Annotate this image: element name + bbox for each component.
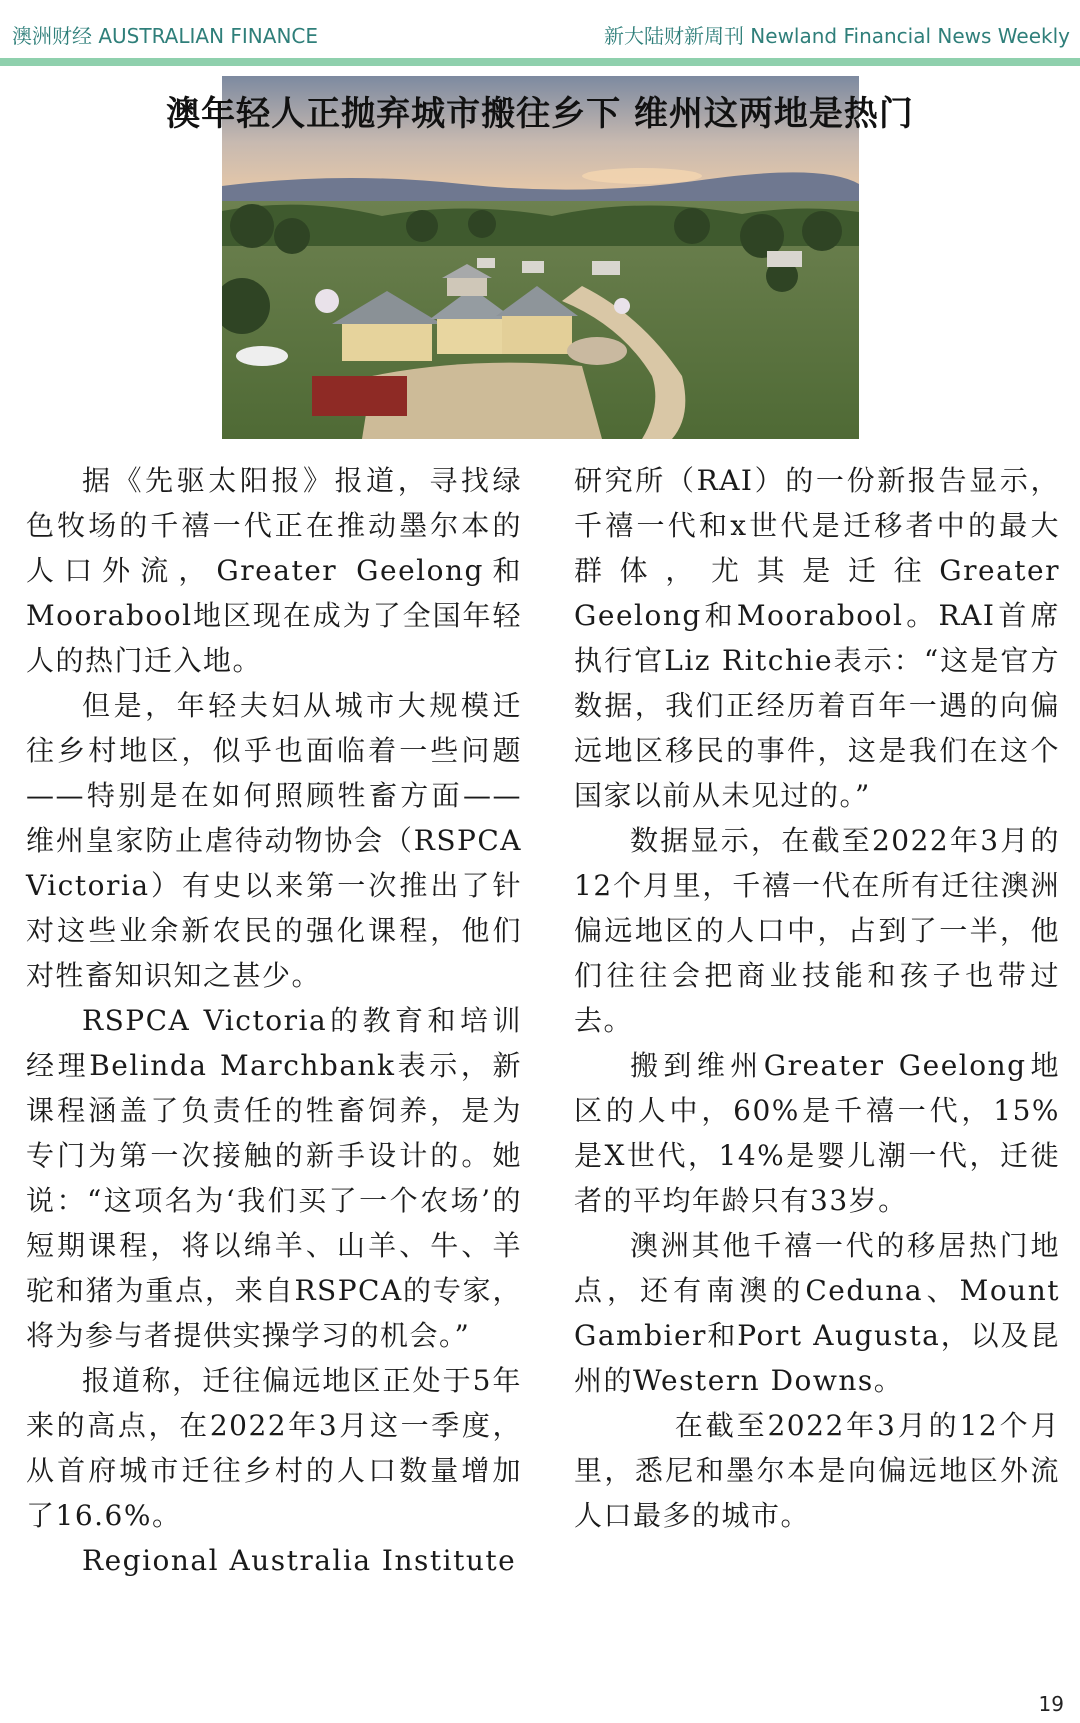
article-title: 澳年轻人正抛弃城市搬往乡下 维州这两地是热门 <box>166 94 914 134</box>
header-divider <box>0 58 1080 66</box>
header-section-label: 澳洲财经 AUSTRALIAN FINANCE <box>12 24 319 48</box>
paragraph: 搬到维州Greater Geelong地区的人中，60%是千禧一代，15%是X世代，14%是婴儿潮一代，迁徙者的平均年龄只有33岁。 <box>574 1049 1060 1217</box>
page-number: 19 <box>1038 1692 1064 1716</box>
paragraph: 澳洲其他千禧一代的移居热门地点，还有南澳的Ceduna、Mount Gambier和Port Augusta，以及昆州的Western Downs。 <box>574 1229 1060 1397</box>
paragraph: Regional Australia Institute <box>82 1544 517 1577</box>
paragraph: 报道称，迁往偏远地区正处于5年来的高点，在2022年3月这一季度，从首府城市迁往乡村的人口数量增加了16.6%。 <box>26 1364 522 1532</box>
paragraph: 数据显示，在截至2022年3月的12个月里，千禧一代在所有迁往澳洲偏远地区的人口中，占到了一半，他们往往会把商业技能和孩子也带过去。 <box>574 824 1060 1037</box>
article-column-right <box>574 458 1060 1538</box>
paragraph: RSPCA Victoria的教育和培训经理Belinda Marchbank表示，新课程涵盖了负责任的牲畜饲养，是为专门为第一次接触的新手设计的。她说：“这项名为‘我们买了一个农场’的短期课程，将以绵羊、山羊、牛、羊驼和猪为重点，来自RSPCA的专家，将为参与者提供实操学习的机会。” <box>26 1004 522 1352</box>
paragraph: 但是，年轻夫妇从城市大规模迁往乡村地区，似乎也面临着一些问题——特别是在如何照顾牲畜方面——维州皇家防止虐待动物协会（RSPCA Victoria）有史以来第一次推出了针对这些业余新农民的强化课程，他们对牲畜知识知之甚少。 <box>26 689 522 992</box>
paragraph: 研究所（RAI）的一份新报告显示，千禧一代和x世代是迁移者中的最大群体，尤其是迁往Greater Geelong和Moorabool。RAI首席执行官Liz Ritchie表示：“这是官方数据，我们正经历着百年一遇的向偏远地区移民的事件，这是我们在这个国家以前从未见过的。” <box>574 464 1060 812</box>
header-publication-name: 新大陆财新周刊 Newland Financial News Weekly <box>603 24 1070 48</box>
paragraph: 据《先驱太阳报》报道，寻找绿色牧场的千禧一代正在推动墨尔本的人口外流，Greater Geelong和Moorabool地区现在成为了全国年轻人的热门迁入地。 <box>26 464 522 677</box>
page-header <box>0 0 1080 60</box>
article-column-left <box>26 458 522 1583</box>
paragraph: 在截至2022年3月的12个月里，悉尼和墨尔本是向偏远地区外流人口最多的城市。 <box>574 1409 1060 1532</box>
